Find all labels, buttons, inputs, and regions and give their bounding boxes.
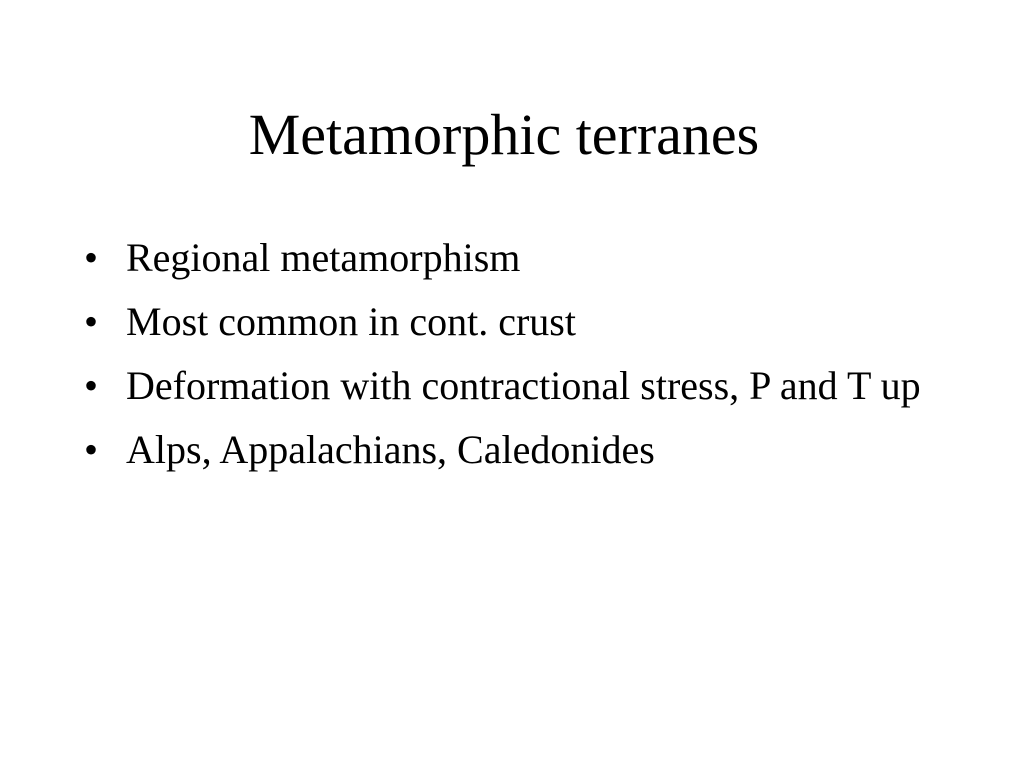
bullet-item-deformation bbox=[84, 359, 964, 413]
bullet-list bbox=[84, 231, 964, 487]
bullet-icon: • bbox=[84, 427, 99, 472]
bullet-icon: • bbox=[84, 235, 99, 280]
bullet-icon: • bbox=[84, 299, 99, 344]
bullet-text: Deformation with contractional stress, P and T up bbox=[126, 363, 921, 408]
bullet-text: Most common in cont. crust bbox=[126, 299, 576, 344]
bullet-text: Regional metamorphism bbox=[126, 235, 521, 280]
bullet-item-regional-metamorphism bbox=[84, 231, 964, 285]
bullet-item-most-common bbox=[84, 295, 964, 349]
slide-title: Metamorphic terranes bbox=[248, 102, 760, 167]
bullet-icon: • bbox=[84, 363, 99, 408]
bullet-text: Alps, Appalachians, Caledonides bbox=[126, 427, 655, 472]
bullet-item-mountain-belts bbox=[84, 423, 964, 477]
